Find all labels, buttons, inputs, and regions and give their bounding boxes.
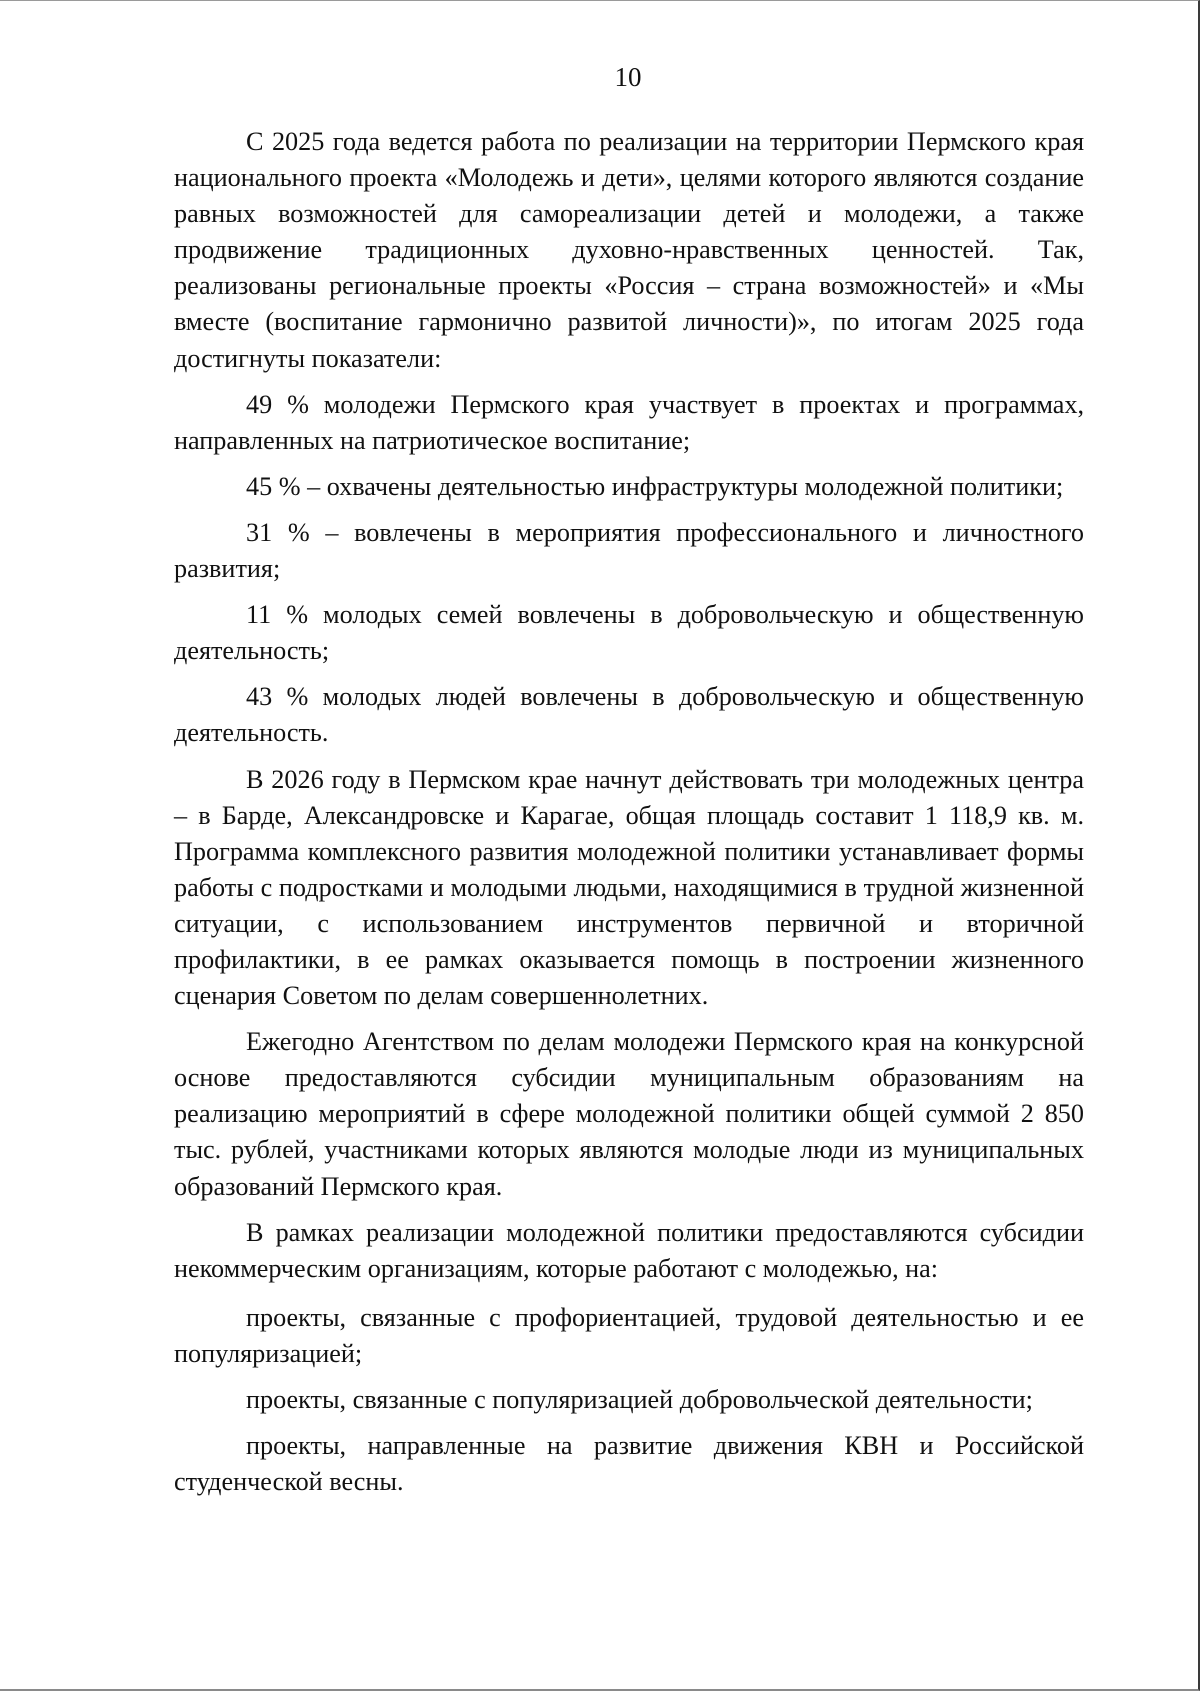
list-item-career-guidance: проекты, связанные с профориентацией, трудовой деятельностью и ее популяризацией; (174, 1302, 1084, 1368)
paragraph-indicator-patriotic: 49 % молодежи Пермского края участвует в проектах и программах, направленных на патриотическое воспитание; (174, 389, 1084, 455)
paragraph-indicator-youth: 43 % молодых людей вовлечены в добровольческую и общественную деятельность. (174, 682, 1084, 748)
paragraph-municipal-subsidies: Ежегодно Агентством по делам молодежи Пермского края на конкурсной основе предоставляются субсидии муниципальным образованиям на реализацию мероприятий в сфере молодежной политики общей суммой 2 850 тыс. рублей, участниками которых являются молодые люди из муниципальных образований Пермского края. (174, 1027, 1084, 1201)
list-item-kvn: проекты, направленные на развитие движения КВН и Российской студенческой весны. (174, 1431, 1084, 1497)
document-body (174, 124, 1084, 1500)
paragraph-indicator-families: 11 % молодых семей вовлечены в добровольческую и общественную деятельность; (174, 600, 1084, 666)
paragraph-national-project: С 2025 года ведется работа по реализации на территории Пермского края национального проекта «Молодежь и дети», целями которого являются создание равных возможностей для самореализации детей и молодежи, а также продвижение традиционных духовно-нравственных ценностей. Так, реализованы региональные проекты «Россия – страна возможностей» и «Мы вместе (воспитание гармонично развитой личности)», по итогам 2025 года достигнуты показатели: (174, 127, 1084, 373)
paragraph-indicator-infrastructure: 45 % – охвачены деятельностью инфраструктуры молодежной политики; (246, 471, 1064, 501)
paragraph-nko-subsidies: В рамках реализации молодежной политики предоставляются субсидии некоммерческим организациям, которые работают с молодежью, на: (174, 1217, 1084, 1283)
page-number: 10 (614, 62, 642, 92)
list-item-volunteering: проекты, связанные с популяризацией добровольческой деятельности; (246, 1385, 1033, 1414)
paragraph-youth-centers: В 2026 году в Пермском крае начнут действовать три молодежных центра – в Барде, Александровске и Карагае, общая площадь составит 1 118,9 кв. м. Программа комплексного развития молодежной политики устанавливает формы работы с подростками и молодыми людьми, находящимися в трудной жизненной ситуации, с использованием инструментов первичной и вторичной профилактики, в ее рамках оказывается помощь в построении жизненного сценария Советом по делам совершеннолетних. (174, 764, 1084, 1011)
paragraph-indicator-development: 31 % – вовлечены в мероприятия профессионального и личностного развития; (174, 517, 1084, 584)
